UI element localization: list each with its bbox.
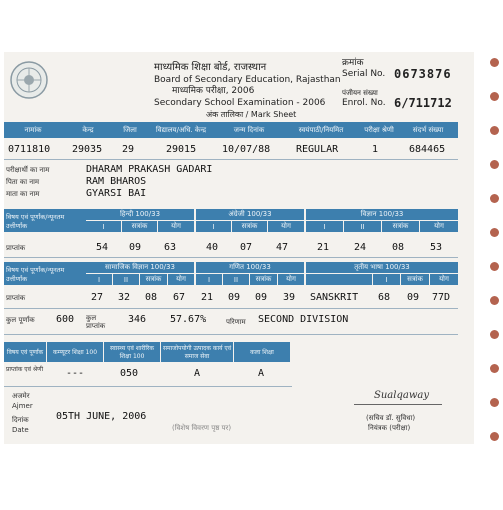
score: 27 bbox=[91, 292, 104, 303]
info-header: विद्यालय/अधि. केन्द्र bbox=[146, 122, 216, 138]
punch-hole bbox=[490, 398, 499, 407]
col-header: II bbox=[344, 221, 381, 232]
board-name: Board of Secondary Education, Rajasthan bbox=[154, 75, 341, 85]
col-header bbox=[306, 274, 372, 285]
ajmer: Ajmer bbox=[12, 402, 33, 410]
father-name-label: पिता का नाम bbox=[6, 178, 40, 186]
board-emblem-icon bbox=[9, 60, 49, 100]
school-code: 29015 bbox=[166, 144, 197, 155]
col-header: II bbox=[223, 274, 249, 285]
extra-header: समाजोपयोगी उत्पादक कार्य एवं समाज सेवा bbox=[161, 342, 233, 362]
total-obtained-label: कुल प्राप्तांक bbox=[86, 314, 106, 330]
info-header: स्वयंपाठी/नियमित bbox=[282, 122, 360, 138]
score: 67 bbox=[173, 292, 186, 303]
col-header: सत्रांक bbox=[232, 221, 267, 232]
col-header: I bbox=[86, 221, 121, 232]
art-grade: A bbox=[258, 368, 265, 379]
extra-header: कला शिक्षा bbox=[234, 342, 290, 362]
score: 21 bbox=[201, 292, 214, 303]
candidate-name: DHARAM PRAKASH GADARI bbox=[86, 164, 213, 175]
date-label: Date bbox=[12, 426, 29, 434]
col-header: सत्रांक bbox=[122, 221, 157, 232]
father-name: RAM BHAROS bbox=[86, 176, 147, 187]
score: 54 bbox=[96, 242, 109, 253]
signature: Sualqaway bbox=[374, 390, 429, 401]
board-name-hindi: माध्यमिक शिक्षा बोर्ड, राजस्थान bbox=[154, 62, 267, 73]
score: 08 bbox=[392, 242, 405, 253]
punch-hole bbox=[490, 194, 499, 203]
result-label: परिणाम bbox=[226, 318, 246, 326]
roll-number: 0711810 bbox=[8, 144, 51, 155]
punch-hole bbox=[490, 160, 499, 169]
score: 21 bbox=[317, 242, 330, 253]
score: 63 bbox=[164, 242, 177, 253]
col-header: I bbox=[196, 221, 231, 232]
serial-label: Serial No. bbox=[342, 69, 386, 79]
mother-name-label: माता का नाम bbox=[6, 190, 40, 198]
score: 68 bbox=[378, 292, 391, 303]
score: 47 bbox=[276, 242, 289, 253]
enrol-label: Enrol. No. bbox=[342, 98, 386, 108]
serial-label-hindi: क्रमांक bbox=[342, 58, 364, 68]
score: 39 bbox=[283, 292, 296, 303]
col-header: योग bbox=[278, 274, 304, 285]
col-header: सत्रांक bbox=[250, 274, 277, 285]
info-header: जन्म दिनांक bbox=[216, 122, 282, 138]
col-header: योग bbox=[268, 221, 304, 232]
signature-line bbox=[354, 404, 442, 405]
punch-hole bbox=[490, 126, 499, 135]
exam-name: Secondary School Examination - 2006 bbox=[154, 98, 326, 108]
col-header: सत्रांक bbox=[382, 221, 419, 232]
extra-header: कम्प्यूटर शिक्षा 100 bbox=[47, 342, 103, 362]
col-header: I bbox=[196, 274, 222, 285]
date-label-hindi: दिनांक bbox=[12, 416, 29, 424]
subject-maths: गणित 100/33 bbox=[196, 262, 304, 273]
score: 53 bbox=[430, 242, 443, 253]
score: 09 bbox=[228, 292, 241, 303]
info-header: परीक्षा श्रेणी bbox=[360, 122, 398, 138]
punch-hole bbox=[490, 296, 499, 305]
col-header: I bbox=[306, 221, 343, 232]
score: 09 bbox=[407, 292, 420, 303]
percentage: 57.67% bbox=[170, 314, 207, 325]
mark-sheet bbox=[4, 52, 474, 444]
third-language-name: SANSKRIT bbox=[310, 292, 359, 303]
col-header: योग bbox=[420, 221, 458, 232]
extra-row-label: प्राप्तांक एवं श्रेणी bbox=[6, 366, 44, 373]
sheet-title: अंक तालिका / Mark Sheet bbox=[206, 110, 297, 119]
computer-grade: --- bbox=[66, 368, 85, 379]
divider bbox=[4, 334, 458, 335]
total-obtained: 346 bbox=[128, 314, 147, 325]
centre-code: 29035 bbox=[72, 144, 103, 155]
col-header: योग bbox=[158, 221, 194, 232]
score-row-label: प्राप्तांक bbox=[6, 294, 26, 302]
enrol-label-hindi: पंजीयन संख्या bbox=[342, 89, 378, 97]
info-header: संदर्भ संख्या bbox=[398, 122, 458, 138]
punch-hole bbox=[490, 228, 499, 237]
birth-date: 10/07/88 bbox=[222, 144, 271, 155]
punch-hole bbox=[490, 364, 499, 373]
score: 09 bbox=[129, 242, 142, 253]
score: 40 bbox=[206, 242, 219, 253]
district-code: 29 bbox=[122, 144, 135, 155]
health-pe-marks: 050 bbox=[120, 368, 139, 379]
candidate-name-label: परीक्षार्थी का नाम bbox=[6, 166, 50, 174]
subject-science: विज्ञान 100/33 bbox=[306, 209, 458, 220]
subject-social-science: सामाजिक विज्ञान 100/33 bbox=[86, 262, 194, 273]
score: 24 bbox=[354, 242, 367, 253]
col-header: सत्रांक bbox=[401, 274, 429, 285]
mother-name: GYARSI BAI bbox=[86, 188, 147, 199]
score-row-label: प्राप्तांक bbox=[6, 244, 26, 252]
divider bbox=[4, 257, 458, 258]
enrol-number: 6/711712 bbox=[394, 96, 452, 110]
issue-date: 05TH JUNE, 2006 bbox=[56, 411, 147, 422]
candidate-type: REGULAR bbox=[296, 144, 339, 155]
punch-hole bbox=[490, 58, 499, 67]
col-header: I bbox=[86, 274, 112, 285]
suppw-grade: A bbox=[194, 368, 201, 379]
total-max: 600 bbox=[56, 314, 75, 325]
exam-name-hindi: माध्यमिक परीक्षा, 2006 bbox=[172, 86, 255, 96]
exam-category: 1 bbox=[372, 144, 379, 155]
note: (विशेष विवरण पृष्ठ पर) bbox=[172, 424, 232, 432]
total-max-label: कुल पूर्णांक bbox=[6, 316, 35, 324]
info-header: जिला bbox=[114, 122, 146, 138]
ajmer-hindi: अजमेर bbox=[12, 392, 30, 400]
subject-third-language: तृतीय भाषा 100/33 bbox=[306, 262, 458, 273]
info-header: केन्द्र bbox=[62, 122, 114, 138]
signatory-subtitle: नियंत्रक (परीक्षा) bbox=[368, 424, 411, 432]
score: 09 bbox=[255, 292, 268, 303]
divider bbox=[4, 159, 458, 160]
extra-header: स्वास्थ्य एवं शारीरिक शिक्षा 100 bbox=[104, 342, 160, 362]
subject-row-label: विषय एवं पूर्णांक/न्यूनतम उत्तीर्णांक bbox=[4, 209, 86, 232]
signatory-title: (सचिव डॉ. सुविधा) bbox=[366, 414, 416, 422]
col-header: योग bbox=[168, 274, 194, 285]
result: SECOND DIVISION bbox=[258, 314, 349, 325]
col-header: II bbox=[113, 274, 139, 285]
info-header: नामांक bbox=[4, 122, 62, 138]
subject-hindi: हिन्दी 100/33 bbox=[86, 209, 194, 220]
col-header: I bbox=[373, 274, 400, 285]
col-header: सत्रांक bbox=[140, 274, 167, 285]
reference-number: 684465 bbox=[409, 144, 446, 155]
punch-hole bbox=[490, 330, 499, 339]
col-header: योग bbox=[430, 274, 458, 285]
score: 08 bbox=[145, 292, 158, 303]
score: 32 bbox=[118, 292, 131, 303]
divider bbox=[4, 386, 292, 387]
subject-english: अंग्रेजी 100/33 bbox=[196, 209, 304, 220]
score: 77D bbox=[432, 292, 451, 303]
serial-number: 0673876 bbox=[394, 67, 452, 81]
divider bbox=[4, 308, 458, 309]
extra-header: विषय एवं पूर्णांक bbox=[4, 342, 46, 362]
score: 07 bbox=[240, 242, 253, 253]
punch-hole bbox=[490, 92, 499, 101]
subject-row-label: विषय एवं पूर्णांक/न्यूनतम उत्तीर्णांक bbox=[4, 262, 86, 285]
punch-hole bbox=[490, 262, 499, 271]
punch-hole bbox=[490, 432, 499, 441]
